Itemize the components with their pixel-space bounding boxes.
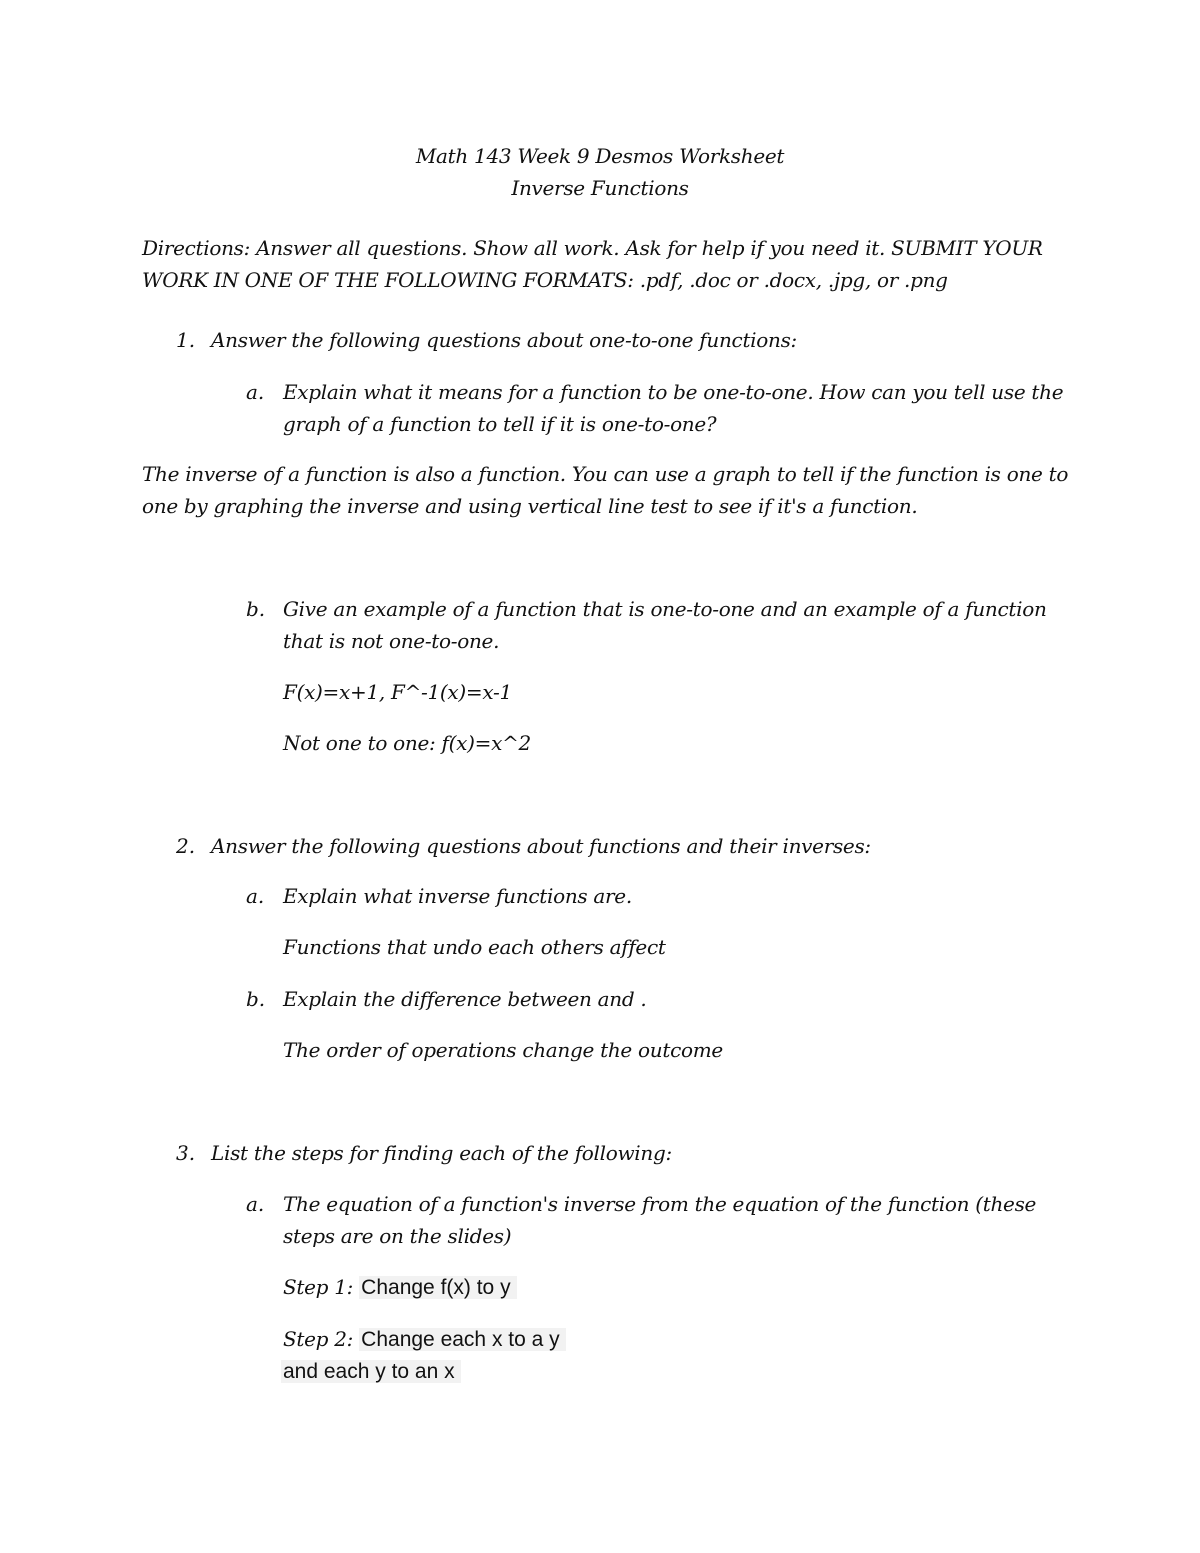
q2a-question: Explain what inverse functions are. xyxy=(283,884,632,908)
q1a-answer-line-1: The inverse of a function is also a function. You can use a graph to tell if the function is one to xyxy=(142,462,1069,486)
q3a-step-1 xyxy=(283,1271,517,1304)
q3a-step-2-continued xyxy=(281,1355,461,1388)
q2b-question: Explain the difference between and . xyxy=(283,987,647,1011)
q3a-step-2 xyxy=(283,1323,566,1356)
q3a-letter: a. xyxy=(246,1192,265,1216)
q1a-line-2: graph of a function to tell if it is one-to-one? xyxy=(283,412,717,436)
q1a-line-1: Explain what it means for a function to be one-to-one. How can you tell use the xyxy=(283,380,1064,404)
q1b-answer-1: F(x)=x+1, F^-1(x)=x-1 xyxy=(283,680,512,704)
q1b-letter: b. xyxy=(246,597,266,621)
q2-number: 2. xyxy=(176,834,196,858)
step-1-label: Step 1: xyxy=(283,1275,354,1299)
q1b-line-2: that is not one-to-one. xyxy=(283,629,500,653)
step-2-text-line-2: and each y to an x xyxy=(281,1360,461,1383)
q2-prompt: Answer the following questions about functions and their inverses: xyxy=(211,834,871,858)
directions-line-1: Directions: Answer all questions. Show all work. Ask for help if you need it. SUBMIT YOUR xyxy=(142,236,1043,260)
q3a-line-1: The equation of a function's inverse from the equation of the function (these xyxy=(283,1192,1037,1216)
step-2-label: Step 2: xyxy=(283,1327,354,1351)
page-subtitle: Inverse Functions xyxy=(511,176,689,200)
q1-prompt: Answer the following questions about one-to-one functions: xyxy=(211,328,797,352)
page-title: Math 143 Week 9 Desmos Worksheet xyxy=(415,144,785,168)
q1-number: 1. xyxy=(176,328,196,352)
step-2-text-line-1: Change each x to a y xyxy=(359,1328,565,1351)
q2a-letter: a. xyxy=(246,884,265,908)
q2b-answer: The order of operations change the outcome xyxy=(283,1038,723,1062)
q3-prompt: List the steps for finding each of the following: xyxy=(211,1141,672,1165)
q1a-letter: a. xyxy=(246,380,265,404)
q1b-answer-2: Not one to one: f(x)=x^2 xyxy=(283,731,531,755)
q2a-answer: Functions that undo each others affect xyxy=(283,935,666,959)
q3a-line-2: steps are on the slides) xyxy=(283,1224,512,1248)
q1a-answer-line-2: one by graphing the inverse and using vertical line test to see if it's a function. xyxy=(142,494,918,518)
q2b-letter: b. xyxy=(246,987,266,1011)
directions-line-2: WORK IN ONE OF THE FOLLOWING FORMATS: .pdf, .doc or .docx, .jpg, or .png xyxy=(142,268,948,292)
q1b-line-1: Give an example of a function that is one-to-one and an example of a function xyxy=(283,597,1047,621)
step-1-text: Change f(x) to y xyxy=(359,1276,516,1299)
q3-number: 3. xyxy=(176,1141,196,1165)
